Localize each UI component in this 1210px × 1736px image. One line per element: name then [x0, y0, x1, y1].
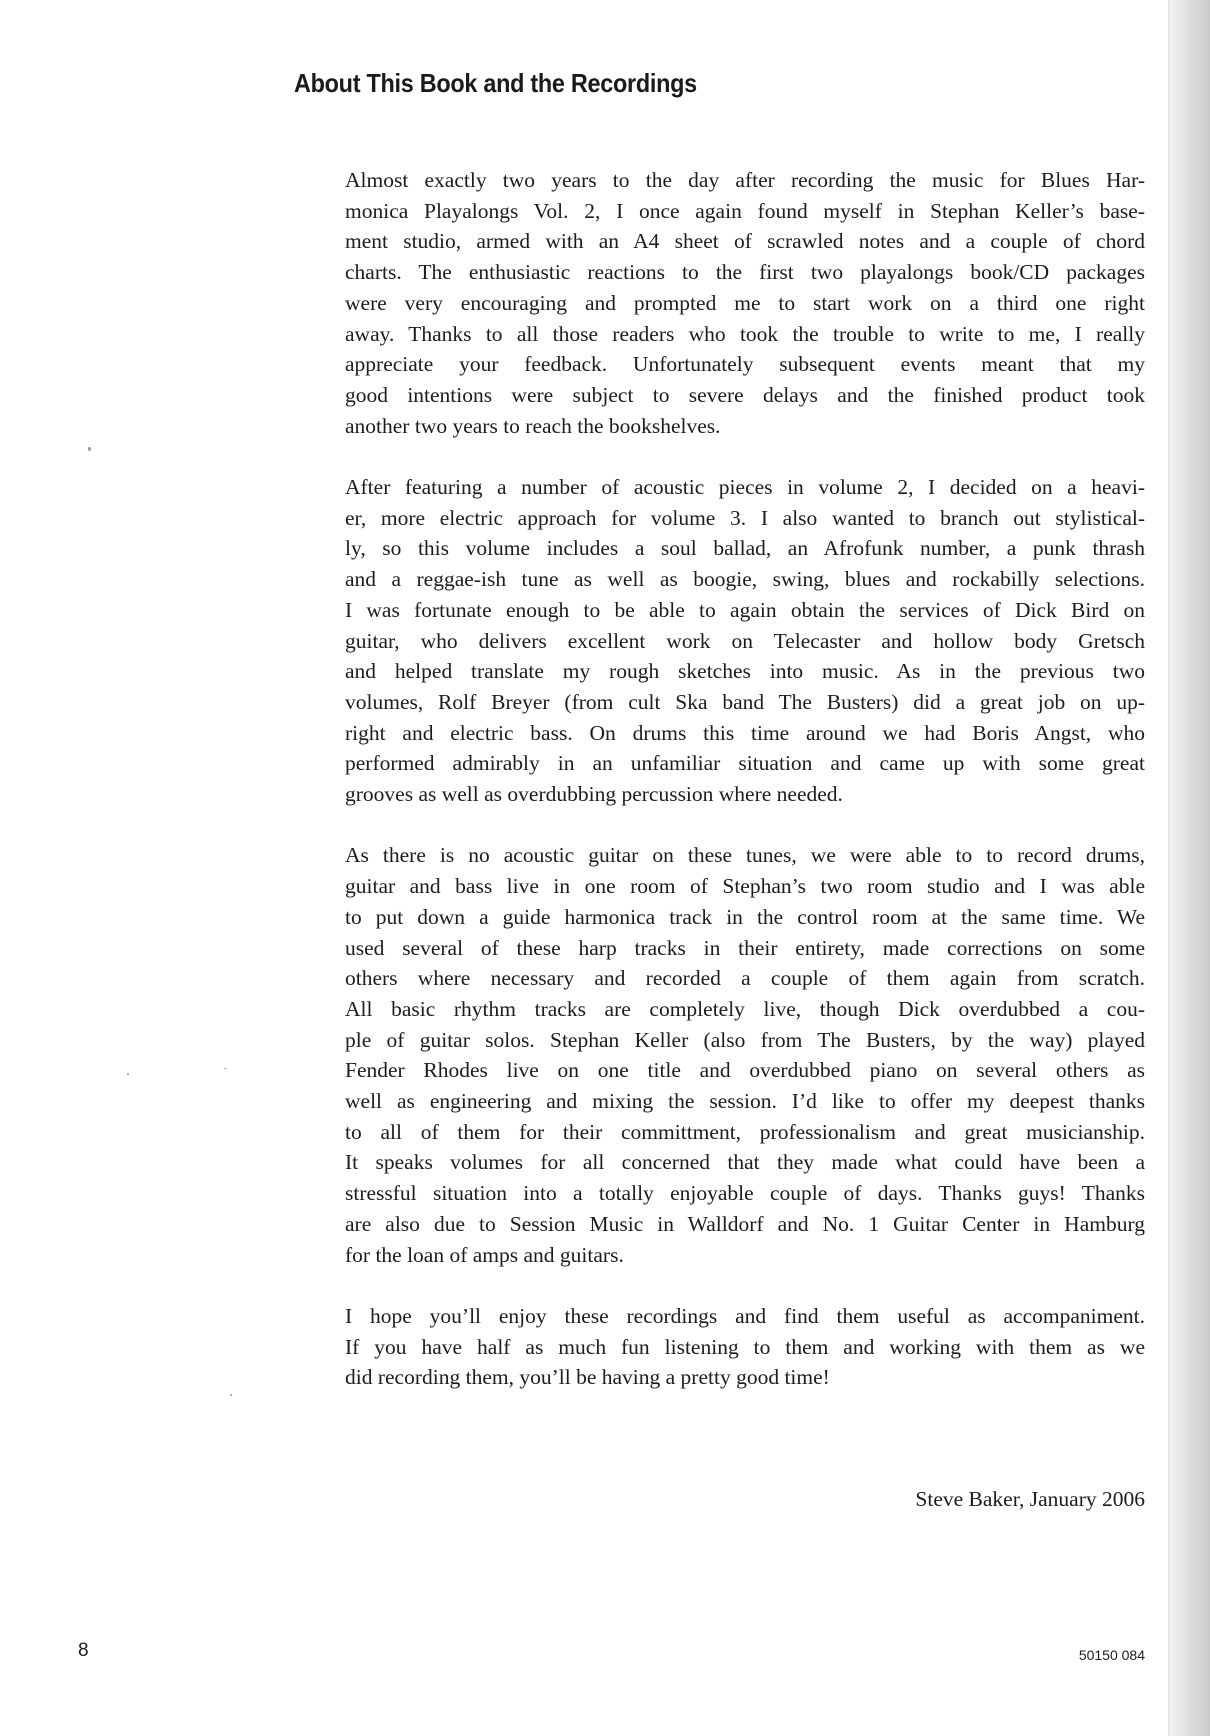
- text-line: and a reggae-ish tune as well as boogie, swing, blues and rockabilly selections.: [345, 567, 1145, 592]
- scan-speck: [88, 447, 91, 451]
- page-title: About This Book and the Recordings: [294, 68, 697, 98]
- text-line: Fender Rhodes live on one title and overdubbed piano on several others as: [345, 1058, 1145, 1083]
- text-line: well as engineering and mixing the session. I’d like to offer my deepest thanks: [345, 1089, 1145, 1114]
- body-text: [345, 165, 1145, 1424]
- text-line: All basic rhythm tracks are completely live, though Dick overdubbed a cou-: [345, 996, 1145, 1021]
- text-line: I was fortunate enough to be able to again obtain the services of Dick Bird on: [345, 597, 1145, 622]
- text-line: to all of them for their committment, professionalism and great musicianship.: [345, 1119, 1145, 1144]
- text-line: er, more electric approach for volume 3. I also wanted to branch out stylistical-: [345, 505, 1145, 530]
- text-line: guitar and bass live in one room of Stephan’s two room studio and I was able: [345, 874, 1145, 899]
- text-line: ly, so this volume includes a soul ballad, an Afrofunk number, a punk thrash: [345, 536, 1145, 561]
- text-line: performed admirably in an unfamiliar situation and came up with some great: [345, 751, 1145, 776]
- text-line: right and electric bass. On drums this time around we had Boris Angst, who: [345, 720, 1145, 745]
- text-line: If you have half as much fun listening to them and working with them as we: [345, 1334, 1145, 1359]
- text-line: used several of these harp tracks in their entirety, made corrections on some: [345, 935, 1145, 960]
- text-line: appreciate your feedback. Unfortunately subsequent events meant that my: [345, 352, 1145, 377]
- scan-speck: [230, 1394, 232, 1396]
- text-line: It speaks volumes for all concerned that they made what could have been a: [345, 1150, 1145, 1175]
- text-line: grooves as well as overdubbing percussion where needed.: [345, 782, 843, 807]
- text-line: another two years to reach the bookshelves.: [345, 413, 721, 438]
- signature: Steve Baker, January 2006: [915, 1487, 1145, 1511]
- text-line: good intentions were subject to severe delays and the finished product took: [345, 382, 1145, 407]
- paragraph: [345, 840, 1145, 1270]
- paragraph: [345, 1301, 1145, 1393]
- text-line: After featuring a number of acoustic pieces in volume 2, I decided on a heavi-: [345, 475, 1145, 500]
- text-line: monica Playalongs Vol. 2, I once again found myself in Stephan Keller’s base-: [345, 198, 1145, 223]
- text-line: were very encouraging and prompted me to start work on a third one right: [345, 290, 1145, 315]
- paragraph: [345, 165, 1145, 441]
- text-line: stressful situation into a totally enjoyable couple of days. Thanks guys! Thanks: [345, 1181, 1145, 1206]
- text-line: charts. The enthusiastic reactions to the first two playalongs book/CD packages: [345, 260, 1145, 285]
- text-line: away. Thanks to all those readers who took the trouble to write to me, I really: [345, 321, 1145, 346]
- scan-speck: [224, 1068, 227, 1069]
- text-line: to put down a guide harmonica track in the control room at the same time. We: [345, 904, 1145, 929]
- paragraph: [345, 472, 1145, 810]
- text-line: guitar, who delivers excellent work on Telecaster and hollow body Gretsch: [345, 628, 1145, 653]
- text-line: others where necessary and recorded a couple of them again from scratch.: [345, 966, 1145, 991]
- catalog-number: 50150 084: [1078, 1647, 1145, 1663]
- scan-speck: [127, 1073, 129, 1075]
- text-line: are also due to Session Music in Walldorf and No. 1 Guitar Center in Hamburg: [345, 1211, 1145, 1236]
- page-number: 8: [78, 1640, 89, 1661]
- page-edge-shadow: [1168, 0, 1210, 1736]
- text-line: for the loan of amps and guitars.: [345, 1242, 624, 1267]
- text-line: As there is no acoustic guitar on these tunes, we were able to to record drums,: [345, 843, 1145, 868]
- text-line: ment studio, armed with an A4 sheet of scrawled notes and a couple of chord: [345, 229, 1145, 254]
- text-line: Almost exactly two years to the day after recording the music for Blues Har-: [345, 168, 1145, 192]
- text-line: did recording them, you’ll be having a pretty good time!: [345, 1365, 830, 1390]
- text-line: volumes, Rolf Breyer (from cult Ska band The Busters) did a great job on up-: [345, 689, 1145, 714]
- text-line: I hope you’ll enjoy these recordings and find them useful as accompaniment.: [345, 1303, 1145, 1328]
- text-line: ple of guitar solos. Stephan Keller (also from The Busters, by the way) played: [345, 1027, 1145, 1052]
- text-line: and helped translate my rough sketches into music. As in the previous two: [345, 659, 1145, 684]
